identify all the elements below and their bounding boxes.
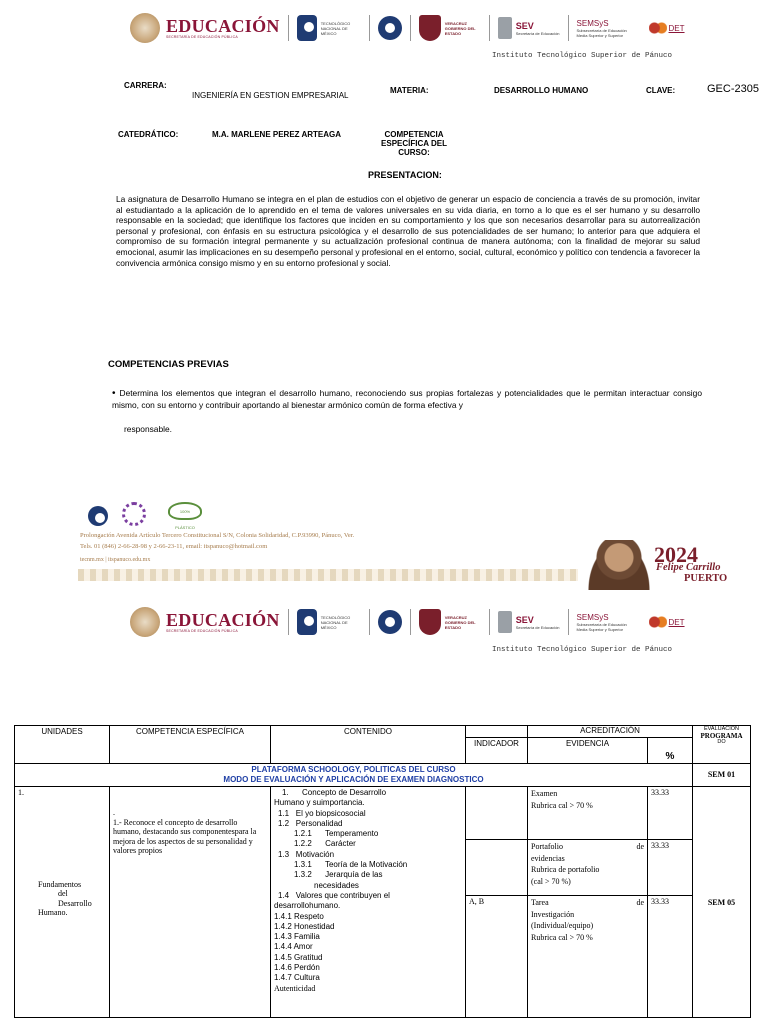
- carrera-value: INGENIERÍA EN GESTION EMPRESARIAL: [192, 91, 349, 100]
- competencia-cell: . 1.- Reconoce el concepto de desarrollo humano, destacando sus componentespara la mejora de los aspectos de su personalidad y valores propios: [110, 787, 271, 1018]
- clave-value: GEC-2305: [707, 83, 759, 95]
- header-acreditacion: ACREDITACIÓN: [528, 726, 693, 738]
- contenido-line: 1.2.2 Carácter: [294, 839, 356, 849]
- presentacion-text: La asignatura de Desarrollo Humano se integra en el plan de estudios con el objetivo de generar un espacio de conciencia a través de su promoción, invitar al estudiantado a la aplicación de lo aprendido en el tema de valores universales en su vida diaria, en torno a lo que es el ser humano y su desarrollo responsable en la sociedad; que identifique los factores que inciden en su comportamiento y los que son necesarios desarrollar para su autorrealización personal y profesional, con énfasis en su estructura psicológica y el desarrollo de sus potencialidades de ser humano; lo anterior para que adquiera el compromiso de su formación integral permanente y su actualización profesional continua de manera autónoma; con la finalidad de mejorar su salud emocional, asumir las implicaciones en su desempeño personal y profesional en el entorno, social, cultural, económico y político con tendencia a favorecer la convivencia armónica consigo mismo y en su entorno profesional y social.: [116, 194, 700, 268]
- contenido-line: 1.4.3 Familia: [274, 932, 320, 942]
- semsys-logo: SEMSyS Subsecretaría de Educación Media Superior y Superior: [576, 18, 627, 38]
- header-logos: [130, 10, 730, 46]
- contenido-line: 1.4.1 Respeto: [274, 911, 324, 921]
- contenido-line: desarrollohumano.: [274, 901, 341, 911]
- portrait-icon: [586, 540, 652, 590]
- contenido-line: 1.4.5 Gratitud: [274, 952, 323, 962]
- itsp-gear-icon: [378, 610, 402, 634]
- contenido-line: 1.4 Valores que contribuyen el: [278, 890, 390, 900]
- evidence-tarea: Tarea de Investigación (Individual/equipo) Rubrica cal > 70 %: [528, 896, 648, 1018]
- table-header-top: [15, 726, 751, 738]
- footer-phones: Tels. 01 (846) 2-66-28-98 y 2-66-23-11, email: itspanuco@hotmail.com: [80, 543, 268, 550]
- tecnm-logo-icon: [297, 609, 317, 635]
- institute-name: Instituto Tecnológico Superior de Pánuco: [492, 52, 673, 60]
- footer-address: Prolongación Avenida Artículo Tercero Constitucional S/N, Colonia Solidaridad, C.P.93990, Pánuco, Ver.: [80, 532, 355, 539]
- presentacion-title: PRESENTACION:: [368, 170, 442, 180]
- evidence-examen: Examen Rubrica cal > 70 %: [528, 787, 648, 840]
- sev-shield-icon: [498, 17, 512, 39]
- header-logos-2: [130, 604, 730, 640]
- contenido-line: 1. Concepto de Desarrollo: [282, 788, 387, 797]
- unit-cell: 1. Fundamentos del Desarrollo Humano.: [15, 787, 110, 1018]
- contenido-line: 1.3 Motivación: [278, 849, 335, 859]
- footer-name-1: Felipe Carrillo: [656, 562, 721, 573]
- contenido-line: 1.4.6 Perdón: [274, 963, 320, 973]
- materia-label: MATERIA:: [390, 86, 429, 95]
- catedratico-label: CATEDRÁTICO:: [118, 130, 179, 139]
- contenido-line: 1.4.7 Cultura: [274, 973, 320, 983]
- tecnm-logo-text: TECNOLÓGICO NACIONAL DE MÉXICO: [320, 614, 351, 630]
- competencias-previas-title: COMPETENCIAS PREVIAS: [108, 359, 229, 370]
- sem-01: SEM 01: [693, 764, 751, 787]
- contenido-line: 1.3.2 Jerarquía de las: [294, 870, 383, 880]
- clave-label: CLAVE:: [646, 86, 676, 95]
- contenido-line: 1.1 El yo biopsicosocial: [278, 808, 366, 818]
- competencias-previas-item: • Determina los elementos que integran el desarrollo humano, reconociendo sus propias fortalezas y potencialidades que le permitan interactuar consigo mismo, con su entorno y contribuir aportando al bienestar armónico común de forma efectiva y: [112, 388, 702, 410]
- mexico-seal-icon: [130, 13, 160, 43]
- contenido-line: Autenticidad: [274, 983, 316, 993]
- contenido-line: 1.2 Personalidad: [278, 818, 343, 828]
- pct-1: 33.33: [648, 787, 693, 840]
- header-unidades: UNIDADES: [15, 726, 110, 764]
- catedratico-value: M.A. MARLENE PEREZ ARTEAGA: [212, 130, 342, 139]
- contenido-cell: [271, 787, 466, 1018]
- header-evidencia: EVIDENCIA: [528, 738, 648, 764]
- tecnm-logo-icon: [297, 15, 317, 41]
- sev-shield-icon: [498, 611, 512, 633]
- unit-row: [15, 787, 751, 840]
- header-evaluacion: EVALUACIÓN PROGRAMA DO: [693, 726, 751, 764]
- header-porcentaje: %: [648, 738, 693, 764]
- veracruz-shield-icon: [419, 15, 441, 41]
- program-table: [14, 725, 751, 1018]
- sev-logo: SEV Secretaría de Educación: [515, 614, 560, 630]
- footer-year: 2024: [654, 542, 698, 567]
- mexico-seal-icon: [130, 607, 160, 637]
- semsys-logo: SEMSyS Subsecretaría de Educación Media Superior y Superior: [576, 612, 627, 632]
- footer-pattern: [78, 569, 578, 581]
- indicador-value: A, B: [466, 896, 528, 1018]
- sev-logo: SEV Secretaría de Educación: [515, 20, 560, 36]
- sem-05: SEM 05: [693, 787, 751, 1018]
- contenido-line: necesidades: [314, 880, 359, 890]
- header-indicador: INDICADOR: [466, 738, 528, 764]
- veracruz-logo-text: VERACRUZ GOBIERNO DEL ESTADO: [444, 614, 476, 630]
- det-logo-text: DET: [668, 23, 685, 33]
- det-flower-icon: [649, 615, 667, 629]
- competencia-label: COMPETENCIA ESPECÍFICA DEL CURSO:: [381, 130, 447, 157]
- contenido-line: 1.3.1 Teoría de la Motivación: [294, 860, 408, 870]
- footer-gear-icon: [88, 506, 108, 526]
- carrera-label: CARRERA:: [124, 81, 167, 90]
- footer-ring-icon: [122, 502, 146, 526]
- evidence-portafolio: Portafolio de evidencias Rubrica de portafolio (cal > 70 %): [528, 840, 648, 896]
- header-competencia: COMPETENCIA ESPECÍFICA: [110, 726, 271, 764]
- contenido-line: 1.4.4 Amor: [274, 942, 313, 952]
- materia-value: DESARROLLO HUMANO: [494, 86, 589, 95]
- itsp-gear-icon: [378, 16, 402, 40]
- bullet-icon: •: [112, 388, 116, 399]
- plastico-badge: 100% PLÁSTICO: [168, 502, 202, 520]
- sep-logo: EDUCACIÓN SECRETARÍA DE EDUCACIÓN PÚBLICA: [166, 16, 280, 39]
- footer-web: tecnm.mx | itspanuco.edu.mx: [80, 557, 151, 563]
- veracruz-shield-icon: [419, 609, 441, 635]
- competencias-previas-item-end: responsable.: [124, 424, 172, 434]
- contenido-line: 1.4.2 Honestidad: [274, 921, 335, 931]
- band-row: [15, 764, 751, 787]
- veracruz-logo-text: VERACRUZ GOBIERNO DEL ESTADO: [444, 20, 476, 36]
- tecnm-logo-text: TECNOLÓGICO NACIONAL DE MÉXICO: [320, 20, 351, 36]
- institute-name-2: Instituto Tecnológico Superior de Pánuco: [492, 646, 673, 654]
- det-flower-icon: [649, 21, 667, 35]
- pct-3: 33.33: [648, 896, 693, 1018]
- contenido-line: 1.2.1 Temperamento: [294, 829, 379, 839]
- footer-name-2: PUERTO: [684, 573, 728, 584]
- pct-2: 33.33: [648, 840, 693, 896]
- band-text: PLATAFORMA SCHOOLOGY, POLITICAS DEL CURSO MODO DE EVALUACIÓN Y APLICACIÓN DE EXAMEN DIAGNOSTICO: [15, 764, 693, 787]
- sep-logo: EDUCACIÓN SECRETARÍA DE EDUCACIÓN PÚBLICA: [166, 610, 280, 633]
- contenido-line: Humano y suimportancia.: [274, 798, 365, 808]
- det-logo-text: DET: [668, 617, 685, 627]
- header-contenido: CONTENIDO: [271, 726, 466, 764]
